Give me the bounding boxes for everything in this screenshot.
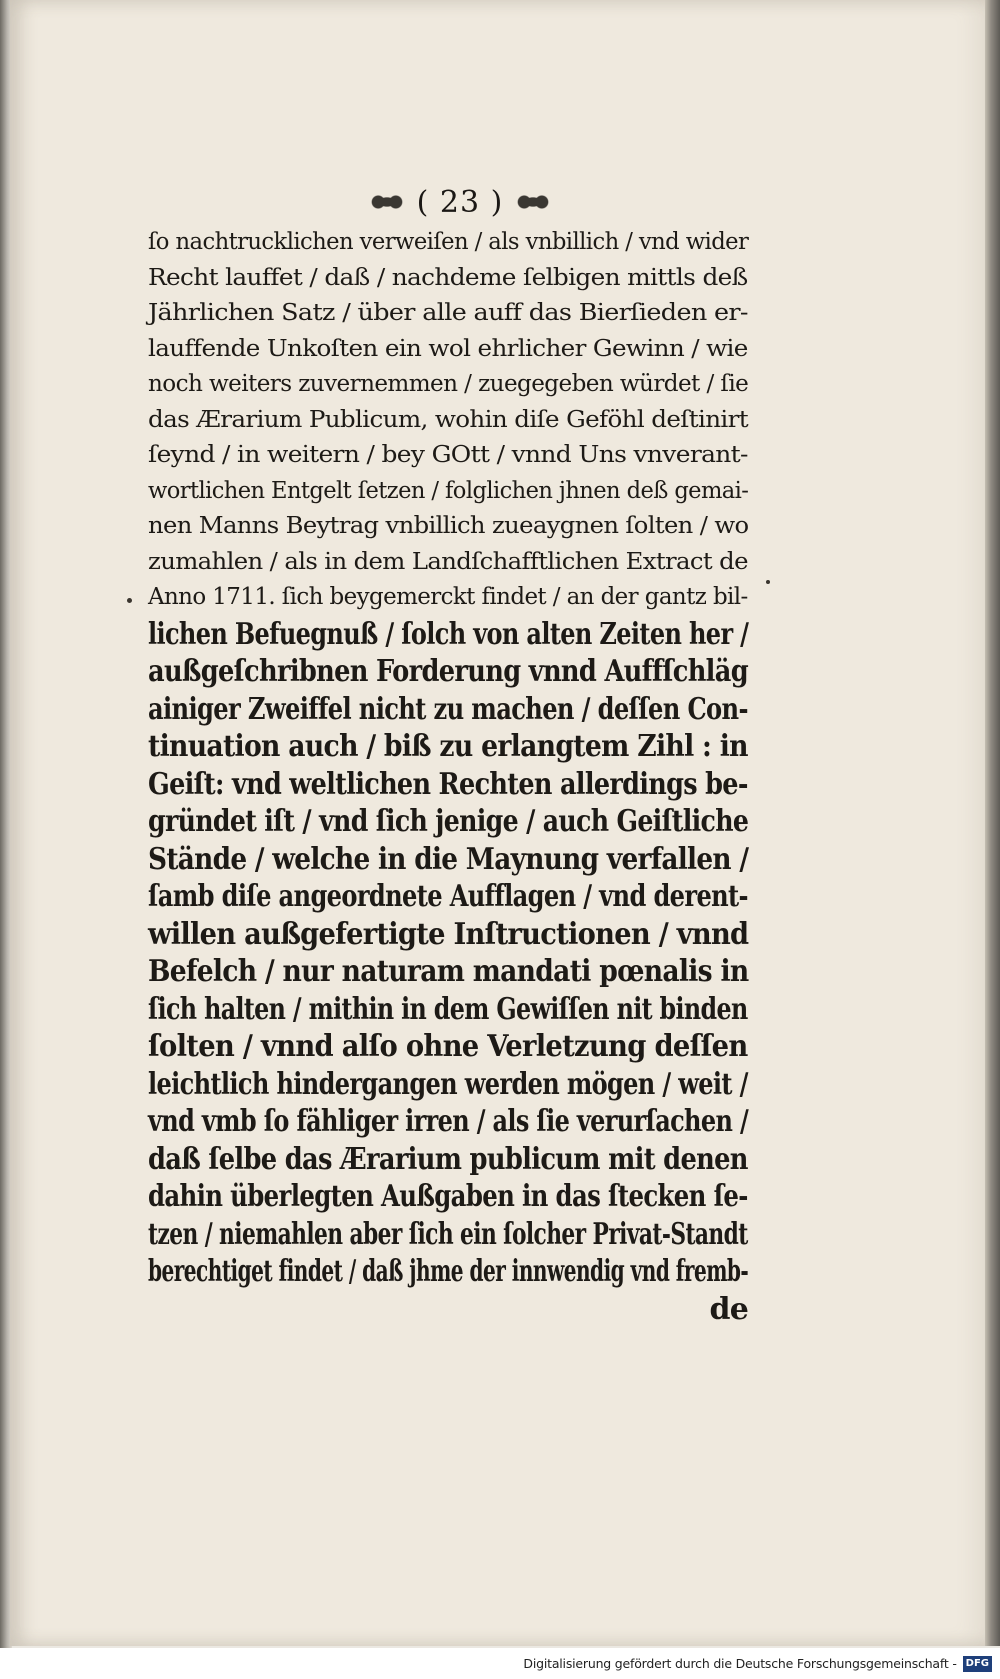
text-line: außgeſchribnen Forderung vnnd Auffſchläg [148,654,748,689]
page-number: ( 23 ) [416,184,504,220]
text-line: dahin überlegten Außgaben in das ſtecken ſe- [148,1179,748,1214]
text-line: willen außgefertigte Inſtructionen / vnnd [148,916,749,952]
ornament-left-icon [365,190,409,214]
text-line: ſolten / vnnd alſo ohne Verletzung deſſen [148,1029,748,1064]
text-line: tzen / niemahlen aber ſich ein ſolcher Privat-Standt [148,1216,748,1252]
text-line: ſamb diſe angeordnete Aufflagen / vnd derent- [148,879,748,914]
text-line: lichen Befuegnuß / ſolch von alten Zeiten her / [148,616,749,652]
page-header [340,182,580,222]
text-line: Jährlichen Satz / über alle auff das Bierſieden er- [148,300,748,326]
text-line: de [709,1291,748,1327]
text-line: tinuation auch / biß zu erlangtem Zihl : in [148,729,748,764]
text-line: gründet iſt / vnd ſich jenige / auch Geiſtliche [148,804,749,839]
text-line: zumahlen / als in dem Landſchafftlichen Extract de [148,548,748,575]
page-stack-edge [985,0,1000,1646]
text-line: berechtiget findet / daß jhme der innwendig vnd fremb- [148,1254,749,1289]
text-line: das Ærarium Publicum, wohin diſe Geföhl deſtinirt [148,406,749,433]
text-line: Anno 1711. ſich beygemerckt findet / an der gantz bil- [148,584,748,610]
text-line: daß ſelbe das Ærarium publicum mit denen [148,1141,748,1177]
text-line: ainiger Zweiffel nicht zu machen / deſſen Con- [148,691,748,727]
text-line: ſeynd / in weitern / bey GOtt / vnnd Uns vnverant- [148,442,748,468]
text-line: ſo nachtrucklichen verweiſen / als vnbillich / vnd wider [148,229,749,255]
dfg-logo-icon: DFG [963,1656,992,1672]
footer-credit: Digitalisierung gefördert durch die Deutsche Forschungsgemeinschaft - [523,1656,957,1671]
footer-bar [0,1648,1000,1679]
text-body [148,225,748,1328]
text-line: lauffende Unkoſten ein wol ehrlicher Gewinn / wie [148,335,748,362]
text-line: Geiſt: vnd weltlichen Rechten allerdings be- [148,766,748,802]
text-line: Recht lauffet / daß / nachdeme ſelbigen mittls deß [148,264,748,291]
text-line: leichtlich hindergangen werden mögen / weit / [148,1066,748,1102]
text-line: vnd vmb ſo fähliger irren / als ſie verurſachen / [148,1104,749,1139]
text-line: Stände / welche in die Maynung verfallen / [148,841,749,877]
text-line: ſich halten / mithin in dem Gewiſſen nit binden [148,991,748,1027]
ornament-right-icon [511,190,555,214]
ink-speck [127,598,132,603]
text-line: Befelch / nur naturam mandati pœnalis in [148,954,749,989]
text-line: nen Manns Beytrag vnbillich zueaygnen ſolten / wo [148,513,749,539]
text-line: wortlichen Entgelt ſetzen / folglichen jhnen deß gemai- [148,477,749,504]
text-line: noch weiters zuvernemmen / zuegegeben würdet / ſie [148,371,749,397]
ink-speck [766,580,770,584]
